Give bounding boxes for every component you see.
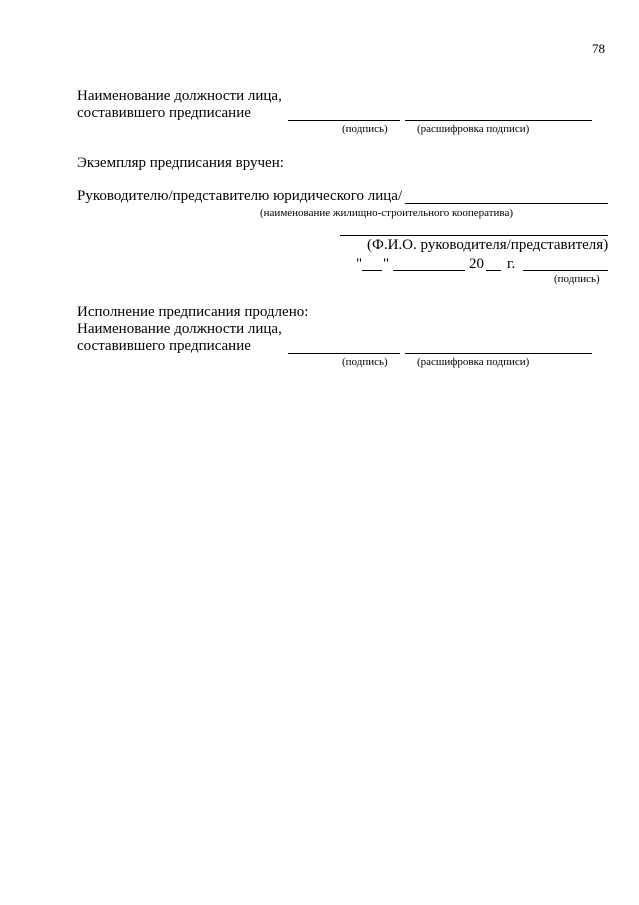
fio-caption: (Ф.И.О. руководителя/представителя) — [367, 237, 609, 253]
signature-line[interactable] — [288, 120, 400, 121]
signature-caption: (подпись) — [342, 123, 388, 135]
extension-signature-caption: (подпись) — [342, 356, 388, 368]
extension-decoding-caption: (расшифровка подписи) — [417, 356, 530, 368]
page-number: 78 — [592, 41, 605, 56]
signature-decoding-line[interactable] — [405, 120, 592, 121]
extension-heading: Исполнение предписания продлено: — [77, 304, 309, 320]
date-year-prefix: 20 — [469, 256, 484, 272]
signature-decoding-caption: (расшифровка подписи) — [417, 123, 530, 135]
organization-line[interactable] — [405, 203, 608, 204]
date-month-line[interactable] — [393, 270, 465, 271]
extension-signature-line[interactable] — [288, 353, 400, 354]
date-year-line[interactable] — [486, 270, 501, 271]
delivery-signature-line[interactable] — [523, 270, 608, 271]
date-year-suffix: г. — [507, 256, 516, 272]
delivery-signature-caption: (подпись) — [554, 273, 600, 285]
signer-title-line2: составившего предписание — [77, 105, 251, 121]
date-quote-open: " — [356, 256, 363, 272]
recipient-label: Руководителю/представителю юридического лица/ — [77, 188, 403, 204]
extension-title-line1: Наименование должности лица, — [77, 321, 282, 337]
organization-caption: (наименование жилищно-строительного кооператива) — [260, 207, 513, 219]
extension-decoding-line[interactable] — [405, 353, 592, 354]
fio-line[interactable] — [340, 235, 608, 236]
date-quote-close: " — [383, 256, 390, 272]
delivery-heading: Экземпляр предписания вручен: — [77, 155, 284, 171]
date-day-line[interactable] — [362, 270, 382, 271]
signer-title-line1: Наименование должности лица, — [77, 88, 282, 104]
extension-title-line2: составившего предписание — [77, 338, 251, 354]
